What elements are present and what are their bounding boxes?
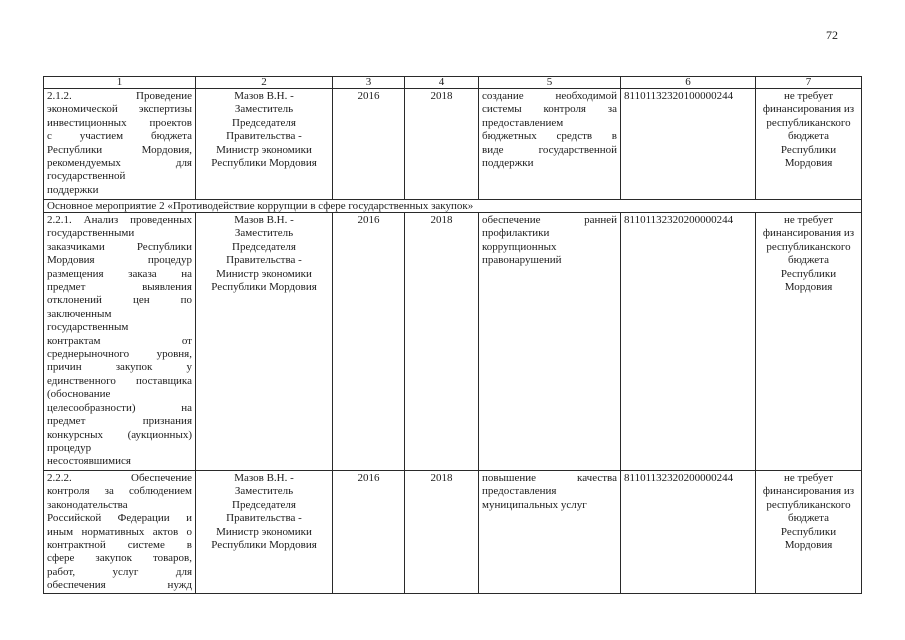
text-line: Республики bbox=[780, 143, 837, 156]
cell-responsible bbox=[196, 213, 333, 471]
text-line: Правительства - bbox=[226, 254, 302, 267]
text-line: процедур bbox=[47, 441, 92, 454]
text-line: 2.1.2. Проведение bbox=[47, 90, 192, 102]
text-line: республиканского bbox=[766, 116, 851, 129]
text-line: обеспечения нужд bbox=[47, 579, 192, 592]
text-line: бюджета bbox=[787, 512, 829, 525]
column-number: 6 bbox=[621, 77, 756, 89]
header-row bbox=[44, 77, 862, 89]
text-line: Мордовия bbox=[784, 281, 833, 294]
page-number: 72 bbox=[826, 28, 838, 42]
cell-result bbox=[479, 89, 621, 200]
cell-budget-code bbox=[621, 471, 756, 594]
text-line: причин закупок у bbox=[47, 361, 192, 374]
text-line: системы контроля за bbox=[482, 103, 617, 116]
text-line: Министр экономики bbox=[216, 143, 312, 156]
text-line: экономической экспертизы bbox=[47, 103, 192, 116]
text-line: (обоснование bbox=[47, 388, 111, 401]
text-line: Министр экономики bbox=[216, 267, 312, 280]
text-line: создание необходимой bbox=[482, 90, 617, 102]
cell-result bbox=[479, 471, 621, 594]
table-row bbox=[44, 213, 862, 471]
text-line: Правительства - bbox=[226, 512, 302, 525]
start-year: 2016 bbox=[357, 90, 380, 102]
cell-task bbox=[44, 213, 196, 471]
text-line: Мазов В.Н. - bbox=[234, 214, 294, 226]
cell-budget-code bbox=[621, 89, 756, 200]
text-line: предмет признания bbox=[47, 415, 192, 428]
text-line: заказчиками Республики bbox=[47, 240, 192, 253]
cell-task bbox=[44, 471, 196, 594]
text-line: контрактной системе в bbox=[47, 539, 192, 552]
section-row bbox=[44, 200, 862, 213]
text-line: Российской Федерации и bbox=[47, 512, 192, 525]
text-line: Заместитель bbox=[234, 227, 294, 240]
text-line: бюджета bbox=[787, 130, 829, 143]
column-number: 3 bbox=[333, 77, 405, 89]
cell-responsible bbox=[196, 89, 333, 200]
end-year: 2018 bbox=[430, 90, 453, 102]
cell-start-year bbox=[333, 471, 405, 594]
text-line: Республики Мордовия bbox=[211, 539, 317, 552]
column-number: 4 bbox=[405, 77, 479, 89]
end-year: 2018 bbox=[430, 214, 453, 226]
text-line: государственной bbox=[47, 170, 126, 183]
cell-end-year bbox=[405, 471, 479, 594]
text-line: обеспечение ранней bbox=[482, 214, 617, 226]
cell-end-year bbox=[405, 213, 479, 471]
text-line: Председателя bbox=[232, 240, 296, 253]
text-line: правонарушений bbox=[482, 254, 562, 267]
text-line: единственного поставщика bbox=[47, 374, 192, 387]
text-line: размещения заказа на bbox=[47, 267, 192, 280]
text-line: Министр экономики bbox=[216, 525, 312, 538]
cell-responsible bbox=[196, 471, 333, 594]
text-line: Республики Мордовия bbox=[211, 157, 317, 170]
text-line: предоставлением bbox=[482, 116, 564, 129]
program-table bbox=[43, 76, 862, 594]
table-row bbox=[44, 89, 862, 200]
text-line: Правительства - bbox=[226, 130, 302, 143]
text-line: не требует bbox=[783, 472, 834, 484]
start-year: 2016 bbox=[357, 472, 380, 484]
text-line: конкурсных (аукционных) bbox=[47, 428, 192, 441]
text-line: государственным bbox=[47, 321, 129, 334]
text-line: Мордовия bbox=[784, 539, 833, 552]
text-line: несостоявшимися bbox=[47, 455, 131, 468]
text-line: республиканского bbox=[766, 240, 851, 253]
text-line: 2.2.1. Анализ проведенных bbox=[47, 214, 192, 226]
cell-budget-code bbox=[621, 213, 756, 471]
column-number: 2 bbox=[196, 77, 333, 89]
text-line: рекомендуемых для bbox=[47, 157, 192, 170]
text-line: сфере закупок товаров, bbox=[47, 552, 192, 565]
cell-financing bbox=[756, 89, 862, 200]
text-line: Мордовия процедур bbox=[47, 254, 192, 267]
column-number: 7 bbox=[756, 77, 862, 89]
text-line: Председателя bbox=[232, 116, 296, 129]
text-line: государственными bbox=[47, 227, 135, 240]
text-line: повышение качества bbox=[482, 472, 617, 484]
text-line: бюджетных средств в bbox=[482, 130, 617, 143]
cell-start-year bbox=[333, 89, 405, 200]
text-line: финансирования из bbox=[762, 485, 855, 498]
text-line: финансирования из bbox=[762, 103, 855, 116]
cell-task bbox=[44, 89, 196, 200]
end-year: 2018 bbox=[430, 472, 453, 484]
text-line: с участием бюджета bbox=[47, 130, 192, 143]
start-year: 2016 bbox=[357, 214, 380, 226]
cell-financing bbox=[756, 213, 862, 471]
text-line: предмет выявления bbox=[47, 281, 192, 294]
text-line: предоставления bbox=[482, 485, 557, 498]
text-line: бюджета bbox=[787, 254, 829, 267]
text-line: республиканского bbox=[766, 498, 851, 511]
text-line: среднерыночного уровня, bbox=[47, 348, 192, 361]
text-line: Заместитель bbox=[234, 103, 294, 116]
text-line: Мордовия bbox=[784, 157, 833, 170]
text-line: виде государственной bbox=[482, 143, 617, 156]
table-row bbox=[44, 471, 862, 594]
text-line: финансирования из bbox=[762, 227, 855, 240]
cell-end-year bbox=[405, 89, 479, 200]
text-line: поддержки bbox=[482, 157, 534, 170]
column-number: 1 bbox=[44, 77, 196, 89]
text-line: иным нормативных актов о bbox=[47, 525, 192, 538]
text-line: заключенным bbox=[47, 307, 112, 320]
text-line: Заместитель bbox=[234, 485, 294, 498]
text-line: Председателя bbox=[232, 498, 296, 511]
text-line: Республики bbox=[780, 267, 837, 280]
section-heading: Основное мероприятие 2 «Противодействие коррупции в сфере государственных закупок» bbox=[44, 200, 862, 213]
column-number: 5 bbox=[479, 77, 621, 89]
cell-start-year bbox=[333, 213, 405, 471]
text-line: инвестиционных проектов bbox=[47, 116, 192, 129]
text-line: контрактам от bbox=[47, 334, 192, 347]
budget-code: 81101132320200000244 bbox=[624, 214, 734, 226]
text-line: не требует bbox=[783, 90, 834, 102]
text-line: работ, услуг для bbox=[47, 565, 192, 578]
text-line: поддержки bbox=[47, 183, 99, 196]
text-line: муниципальных услуг bbox=[482, 498, 587, 511]
text-line: Мазов В.Н. - bbox=[234, 90, 294, 102]
budget-code: 81101132320200000244 bbox=[624, 472, 734, 484]
text-line: законодательства bbox=[47, 498, 128, 511]
text-line: Республики bbox=[780, 525, 837, 538]
text-line: Республики Мордовия, bbox=[47, 143, 192, 156]
text-line: не требует bbox=[783, 214, 834, 226]
text-line: профилактики bbox=[482, 227, 550, 240]
text-line: 2.2.2. Обеспечение bbox=[47, 472, 192, 484]
text-line: Республики Мордовия bbox=[211, 281, 317, 294]
text-line: коррупционных bbox=[482, 240, 557, 253]
budget-code: 81101132320100000244 bbox=[624, 90, 734, 102]
text-line: отклонений цен по bbox=[47, 294, 192, 307]
cell-financing bbox=[756, 471, 862, 594]
cell-result bbox=[479, 213, 621, 471]
text-line: целесообразности) на bbox=[47, 401, 192, 414]
text-line: контроля за соблюдением bbox=[47, 485, 192, 498]
text-line: Мазов В.Н. - bbox=[234, 472, 294, 484]
